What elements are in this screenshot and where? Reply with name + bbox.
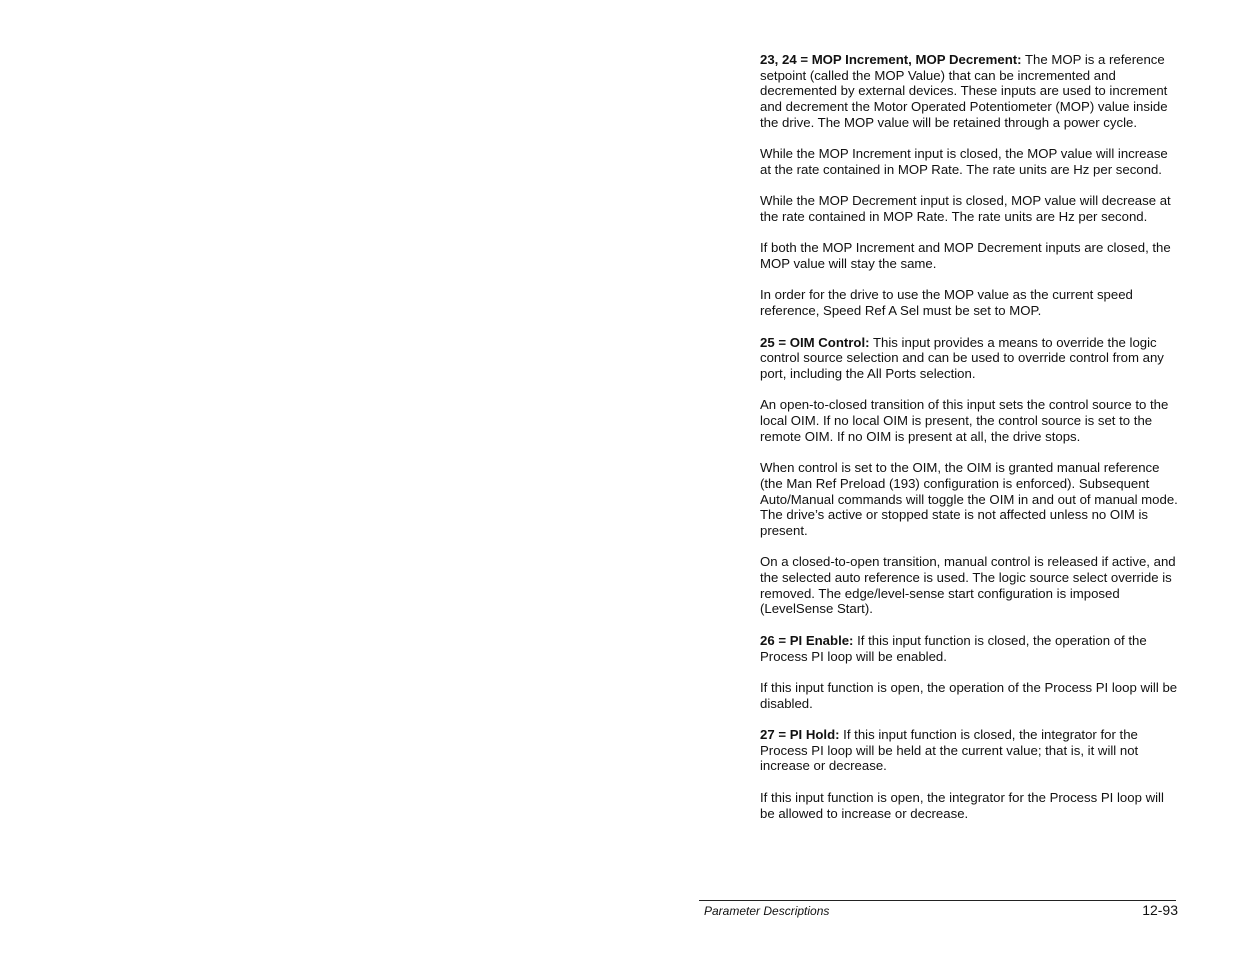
paragraph-text: While the MOP Increment input is closed, the MOP value will increase at the rate contained in MOP Rate. The rate units are Hz per second. [760, 146, 1168, 177]
paragraph [760, 146, 1180, 177]
paragraph-mop-increment-decrement [760, 52, 1180, 131]
paragraph-text: While the MOP Decrement input is closed, MOP value will decrease at the rate contained in MOP Rate. The rate units are Hz per second. [760, 193, 1171, 224]
paragraph-text: If this input function is open, the operation of the Process PI loop will be disabled. [760, 679, 1178, 711]
paragraph-text: If this input function is closed, the integrator for the Process PI loop will be held at the current value; that is, it will not increase or decrease. [760, 727, 1139, 774]
paragraph-heading: 25 = OIM Control: [760, 334, 870, 350]
paragraph-pi-hold [760, 727, 1180, 774]
paragraph-text: If both the MOP Increment and MOP Decrement inputs are closed, the MOP value will stay the same. [760, 240, 1171, 272]
paragraph-text: On a closed-to-open transition, manual control is released if active, and the selected auto reference is used. The logic source select override is removed. The edge/level-sense start configuration is imposed (LevelSense Start). [760, 554, 1176, 617]
footer-section-title: Parameter Descriptions [704, 904, 830, 918]
page-number: 12-93 [1142, 902, 1178, 918]
paragraph-text: In order for the drive to use the MOP value as the current speed reference, Speed Ref A Sel must be set to MOP. [760, 287, 1133, 319]
paragraph-text: When control is set to the OIM, the OIM is granted manual reference (the Man Ref Preload (193) configuration is enforced). Subsequent Auto/Manual commands will toggle the OIM in and out of manual mode. The drive’s active or stopped state is not affected unless no OIM is present. [760, 460, 1178, 538]
paragraph-heading: 26 = PI Enable: [760, 632, 854, 648]
paragraph [760, 287, 1180, 318]
paragraph-text: An open-to-closed transition of this input sets the control source to the local OIM. If no local OIM is present, the control source is set to the remote OIM. If no OIM is present at all, the drive stops. [760, 397, 1169, 444]
paragraph [760, 460, 1180, 539]
paragraph [760, 680, 1180, 711]
paragraph [760, 240, 1180, 271]
paragraph [760, 554, 1180, 617]
paragraph-oim-control [760, 335, 1180, 382]
paragraph-heading: 27 = PI Hold: [760, 727, 840, 743]
paragraph [760, 790, 1180, 821]
paragraph [760, 193, 1180, 224]
body-text [760, 52, 1180, 837]
paragraph [760, 397, 1180, 444]
paragraph-text: If this input function is closed, the operation of the Process PI loop will be enabled. [760, 632, 1147, 664]
paragraph-pi-enable [760, 633, 1180, 664]
paragraph-text: If this input function is open, the integrator for the Process PI loop will be allowed to increase or decrease. [760, 789, 1164, 821]
paragraph-text: The MOP is a reference setpoint (called the MOP Value) that can be incremented and decremented by external devices. These inputs are used to increment and decrement the Motor Operated Potentiometer (MOP) value inside the drive. The MOP value will be retained through a power cycle. [760, 52, 1168, 130]
paragraph-heading: 23, 24 = MOP Increment, MOP Decrement: [760, 52, 1022, 67]
paragraph-text: This input provides a means to override the logic control source selection and can be used to override control from any port, including the All Ports selection. [760, 334, 1164, 381]
footer-divider [699, 900, 1176, 901]
